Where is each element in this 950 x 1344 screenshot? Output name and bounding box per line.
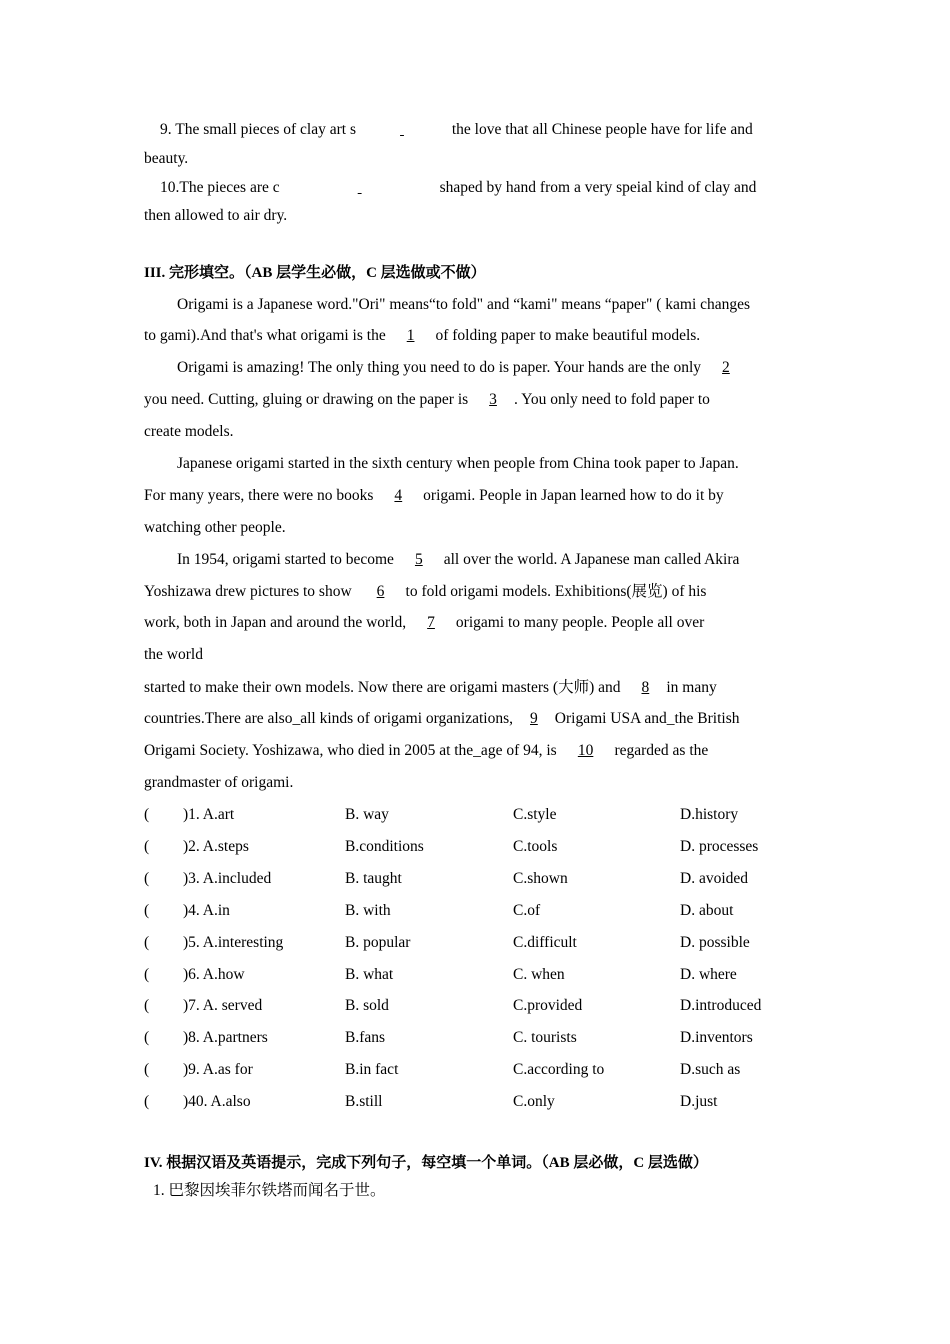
blank-8[interactable]: 8: [641, 679, 650, 696]
question-9-line: 9. The small pieces of clay art s the love that all Chinese people have for life and: [160, 121, 753, 138]
option-a[interactable]: )8. A.partners: [183, 1029, 268, 1047]
passage-line-4: you need. Cutting, gluing or drawing on the paper is 3 . You only need to fold paper to: [144, 391, 710, 408]
section-iii-heading: III. 完形填空。（AB 层学生必做，C 层选做或不做）: [144, 265, 486, 281]
option-b[interactable]: B. with: [345, 901, 391, 919]
blank-1[interactable]: 1: [406, 327, 415, 344]
question-9-cont: beauty.: [144, 150, 189, 167]
option-a[interactable]: )40. A.also: [183, 1093, 251, 1111]
blank-7[interactable]: 7: [427, 614, 435, 631]
passage-line-6: Japanese origami started in the sixth century when people from China took paper to Japan.: [177, 455, 739, 472]
option-a[interactable]: )7. A. served: [183, 997, 263, 1015]
passage-line-7: For many years, there were no books 4 origami. People in Japan learned how to do it by: [144, 487, 724, 504]
passage-line-8: watching other people.: [144, 519, 286, 536]
option-a[interactable]: )3. A.included: [183, 869, 272, 887]
option-d[interactable]: D.introduced: [680, 997, 762, 1015]
option-d[interactable]: D.just: [680, 1093, 718, 1111]
option-b[interactable]: B. popular: [345, 933, 411, 951]
answer-paren[interactable]: (: [144, 806, 150, 823]
option-b[interactable]: B.in fact: [345, 1061, 399, 1079]
option-d[interactable]: D. processes: [680, 837, 759, 855]
option-a[interactable]: )6. A.how: [183, 965, 245, 983]
passage-line-13: started to make their own models. Now there are origami masters (大师) and 8 in many: [144, 679, 717, 696]
option-b[interactable]: B.still: [345, 1093, 383, 1111]
passage-line-11: work, both in Japan and around the world, 7 origami to many people. People all over: [144, 614, 705, 631]
answer-paren[interactable]: (: [144, 837, 150, 855]
answer-paren[interactable]: (: [144, 1029, 150, 1047]
question-10-line: 10.The pieces are c shaped by hand from a very speial kind of clay and: [160, 179, 757, 196]
answer-paren[interactable]: (: [144, 965, 150, 983]
question-10-cont: then allowed to air dry.: [144, 207, 288, 224]
option-b[interactable]: B. taught: [345, 869, 402, 887]
option-b[interactable]: B. what: [345, 965, 394, 983]
blank-2[interactable]: 2: [722, 359, 730, 376]
passage-line-12: the world: [144, 646, 203, 663]
passage-line-3: Origami is amazing! The only thing you need to do is paper. Your hands are the only 2: [177, 358, 747, 378]
option-c[interactable]: C.difficult: [513, 933, 577, 951]
passage-line-9: In 1954, origami started to become 5 all over the world. A Japanese man called Akira: [177, 551, 740, 568]
answer-paren[interactable]: (: [144, 901, 150, 919]
option-b[interactable]: B.conditions: [345, 837, 424, 855]
option-c[interactable]: C.of: [513, 901, 541, 919]
option-d[interactable]: D. possible: [680, 933, 750, 951]
answer-paren[interactable]: (: [144, 933, 150, 951]
option-c[interactable]: C. when: [513, 965, 565, 983]
option-c[interactable]: C.shown: [513, 869, 568, 887]
blank-10[interactable]: [280, 178, 440, 198]
passage-line-10: Yoshizawa drew pictures to show 6 to fold origami models. Exhibitions(展览) of his: [144, 583, 707, 600]
option-b[interactable]: B. way: [345, 806, 389, 823]
answer-paren[interactable]: (: [144, 1093, 150, 1111]
blank-6[interactable]: 6: [376, 583, 385, 600]
blank-5[interactable]: 5: [414, 551, 423, 568]
option-d[interactable]: D. where: [680, 965, 737, 983]
option-c[interactable]: C.according to: [513, 1061, 605, 1079]
option-d[interactable]: D.inventors: [680, 1029, 753, 1047]
blank-9-cloze[interactable]: 9: [530, 710, 538, 727]
blank-3[interactable]: 3: [489, 391, 497, 408]
blank-9[interactable]: [356, 120, 448, 140]
passage-line-1: Origami is a Japanese word."Ori" means“to fold" and “kami" means “paper" ( kami changes: [177, 296, 751, 313]
option-c[interactable]: C.style: [513, 806, 557, 823]
option-d[interactable]: D.such as: [680, 1061, 741, 1079]
answer-paren[interactable]: (: [144, 1061, 150, 1079]
answer-paren[interactable]: (: [144, 997, 150, 1015]
passage-line-14: countries.There are also_all kinds of origami organizations, 9 Origami USA and_the British: [144, 710, 740, 727]
option-a[interactable]: )9. A.as for: [183, 1061, 253, 1079]
option-a[interactable]: )4. A.in: [183, 901, 230, 919]
option-c[interactable]: C.only: [513, 1093, 555, 1111]
section-iv-question-1: 1. 巴黎因埃菲尔铁塔而闻名于世。: [153, 1182, 386, 1199]
blank-4[interactable]: 4: [394, 487, 403, 504]
option-b[interactable]: B. sold: [345, 997, 389, 1015]
option-a[interactable]: )2. A.steps: [183, 837, 249, 855]
option-a[interactable]: )5. A.interesting: [183, 933, 284, 951]
option-c[interactable]: C.provided: [513, 997, 583, 1015]
option-c[interactable]: C. tourists: [513, 1029, 577, 1047]
section-iv-heading: IV. 根据汉语及英语提示，完成下列句子，每空填一个单词。（AB 层必做，C 层选做）: [144, 1155, 708, 1171]
passage-line-16: grandmaster of origami.: [144, 774, 294, 791]
passage-line-15: Origami Society. Yoshizawa, who died in 2005 at the_age of 94, is 10 regarded as the: [144, 742, 709, 759]
option-b[interactable]: B.fans: [345, 1029, 386, 1047]
option-d[interactable]: D. avoided: [680, 869, 749, 887]
option-d[interactable]: D. about: [680, 901, 734, 919]
passage-line-5: create models.: [144, 423, 234, 440]
passage-line-2: to gami).And that's what origami is the 1 of folding paper to make beautiful models.: [144, 327, 701, 344]
option-c[interactable]: C.tools: [513, 837, 558, 855]
option-d[interactable]: D.history: [680, 806, 739, 823]
blank-10-cloze[interactable]: 10: [577, 742, 594, 759]
answer-paren[interactable]: (: [144, 869, 150, 887]
option-a[interactable]: )1. A.art: [183, 806, 235, 823]
